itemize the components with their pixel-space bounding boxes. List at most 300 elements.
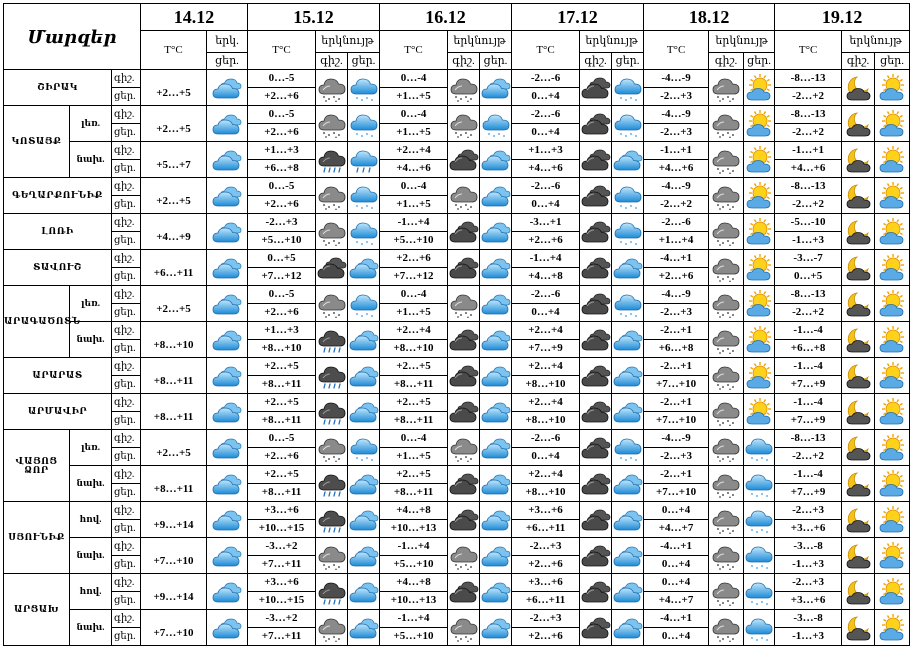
temperature-value: +8…+11 [248, 376, 316, 394]
weather-icon-cell [580, 70, 612, 106]
snow-rain-icon [480, 110, 511, 138]
snow-rain-icon [744, 578, 774, 606]
region-name: ՍՅՈՒՆԻՔ [4, 502, 70, 574]
weather-icon-cell [207, 610, 248, 646]
snow-cloud-icon [709, 434, 743, 462]
dark-cloud-icon [580, 542, 611, 570]
temperature-value: +2…+6 [512, 628, 580, 646]
snow-cloud-icon [709, 398, 743, 426]
temperature-value: +2…+5 [141, 178, 207, 214]
weather-icon-cell [612, 142, 644, 178]
temp-header: T°C [644, 31, 709, 70]
snow-cloud-icon [316, 614, 347, 642]
day-label: ցեր. [112, 628, 141, 646]
moon-cloud-icon [842, 254, 874, 282]
weather-icon-cell [744, 142, 775, 178]
temperature-value: +3…+6 [512, 502, 580, 520]
dark-cloud-icon [448, 326, 479, 354]
weather-icon-cell [709, 574, 744, 610]
sun-cloud-icon [744, 218, 774, 246]
temperature-value: +2…+5 [141, 70, 207, 106]
region-name: ԱՐԱԳԱԾՈՏՆ [4, 286, 70, 358]
day-label: ցեր. [112, 160, 141, 178]
night-label: գիշ. [112, 466, 141, 484]
temperature-value: -2…+2 [775, 448, 842, 466]
temperature-value: -4…-9 [644, 286, 709, 304]
snow-cloud-icon [448, 434, 479, 462]
temperature-value: +7…+9 [775, 376, 842, 394]
cloud-icon [480, 146, 511, 174]
temperature-value: -2…+1 [644, 322, 709, 340]
night-subheader: գիշ. [580, 53, 612, 70]
snow-rain-icon [348, 290, 379, 318]
temperature-value: +6…+11 [512, 520, 580, 538]
temperature-value: -1…+4 [380, 214, 448, 232]
temperature-value: +8…+10 [248, 340, 316, 358]
temperature-value: +2…+5 [380, 358, 448, 376]
temperature-value: +7…+10 [644, 412, 709, 430]
temperature-value: +7…+10 [644, 484, 709, 502]
temperature-value: +4…+9 [141, 214, 207, 250]
cloud-icon [207, 290, 247, 318]
temperature-value: -2…+2 [775, 196, 842, 214]
temperature-value: +5…+10 [380, 232, 448, 250]
sun-cloud-icon [875, 74, 909, 102]
snow-rain-icon [612, 290, 643, 318]
temperature-value: 0…+4 [644, 574, 709, 592]
moon-cloud-icon [842, 398, 874, 426]
weather-icon-cell [709, 394, 744, 430]
dark-cloud-icon [448, 470, 479, 498]
temperature-value: +3…+6 [775, 520, 842, 538]
date-header: 15.12 [248, 4, 380, 31]
cloud-icon [207, 542, 247, 570]
moon-cloud-icon [842, 182, 874, 210]
sun-cloud-icon [875, 290, 909, 318]
weather-icon-cell [207, 106, 248, 142]
cloud-icon [348, 254, 379, 282]
weather-icon-cell [580, 574, 612, 610]
temperature-value: +4…+8 [380, 502, 448, 520]
temperature-value: +4…+6 [512, 160, 580, 178]
temperature-value: +2…+6 [248, 196, 316, 214]
region-name: ԼՈՌԻ [4, 214, 112, 250]
cloud-icon [480, 542, 511, 570]
sun-cloud-icon [875, 578, 909, 606]
rain-icon [348, 146, 379, 174]
cloud-icon [207, 74, 247, 102]
snow-cloud-icon [709, 578, 743, 606]
temperature-value: -1…-4 [775, 358, 842, 376]
weather-icon-cell [709, 106, 744, 142]
weather-icon-cell [612, 358, 644, 394]
cloud-icon [207, 506, 247, 534]
temperature-value: -1…-4 [775, 322, 842, 340]
snow-rain-icon [744, 542, 774, 570]
date-header: 18.12 [644, 4, 775, 31]
night-label: գիշ. [112, 610, 141, 628]
snow-cloud-icon [448, 542, 479, 570]
temperature-value: +8…+11 [141, 466, 207, 502]
temperature-value: +7…+11 [248, 556, 316, 574]
dark-cloud-icon [580, 110, 611, 138]
weather-icon-cell [709, 250, 744, 286]
weather-icon-cell [316, 502, 348, 538]
weather-icon-cell [448, 214, 480, 250]
weather-icon-cell [207, 286, 248, 322]
weather-icon-cell [480, 322, 512, 358]
temperature-value: 0…-4 [380, 106, 448, 124]
temperature-value: -8…-13 [775, 286, 842, 304]
temperature-value: +2…+4 [380, 322, 448, 340]
temperature-value: +7…+9 [775, 412, 842, 430]
night-label: գիշ. [112, 214, 141, 232]
cloud-icon [612, 578, 643, 606]
weather-icon-cell [709, 214, 744, 250]
snow-cloud-icon [709, 506, 743, 534]
night-label: գիշ. [112, 574, 141, 592]
region-name: ՏԱՎՈՒՇ [4, 250, 112, 286]
temperature-value: -2…-6 [512, 430, 580, 448]
weather-icon-cell [448, 394, 480, 430]
temperature-value: 0…+5 [775, 268, 842, 286]
cloud-icon [207, 182, 247, 210]
weather-icon-cell [842, 250, 875, 286]
weather-icon-cell [842, 466, 875, 502]
weather-icon-cell [448, 142, 480, 178]
temperature-value: -2…+1 [644, 394, 709, 412]
cloud-icon [480, 434, 511, 462]
dark-cloud-icon [448, 506, 479, 534]
weather-icon-cell [875, 178, 910, 214]
region-name: ԱՐԱՐԱՏ [4, 358, 112, 394]
zone-label: հով. [70, 502, 112, 538]
temperature-value: 0…-5 [248, 70, 316, 88]
day-label: ցեր. [112, 232, 141, 250]
cloud-icon [348, 470, 379, 498]
weather-icon-cell [875, 106, 910, 142]
weather-icon-cell [480, 70, 512, 106]
weather-icon-cell [744, 250, 775, 286]
temperature-value: -2…-6 [512, 286, 580, 304]
snow-cloud-icon [448, 290, 479, 318]
sun-cloud-icon [875, 218, 909, 246]
temperature-value: +8…+10 [141, 322, 207, 358]
temperature-value: -1…+3 [775, 232, 842, 250]
snow-cloud-icon [316, 182, 347, 210]
moon-cloud-icon [842, 110, 874, 138]
weather-icon-cell [316, 70, 348, 106]
snow-cloud-icon [709, 146, 743, 174]
weather-icon-cell [580, 394, 612, 430]
temperature-value: +7…+10 [141, 610, 207, 646]
weather-icon-cell [612, 610, 644, 646]
region-name: ԿՈՏԱՅՔ [4, 106, 70, 178]
temperature-value: +2…+5 [248, 394, 316, 412]
temperature-value: +6…+8 [775, 340, 842, 358]
weather-icon-cell [480, 610, 512, 646]
day-subheader: ցեր. [480, 53, 512, 70]
weather-icon-cell [842, 538, 875, 574]
weather-icon-cell [448, 466, 480, 502]
temperature-value: 0…+4 [512, 88, 580, 106]
temperature-value: +1…+5 [380, 304, 448, 322]
temperature-value: -4…-9 [644, 106, 709, 124]
weather-header: երկնույթ [316, 31, 380, 53]
weather-icon-cell [480, 466, 512, 502]
temperature-value: 0…+4 [644, 628, 709, 646]
weather-icon-cell [348, 106, 380, 142]
snow-cloud-icon [316, 218, 347, 246]
weather-icon-cell [580, 214, 612, 250]
cloud-icon [480, 578, 511, 606]
weather-icon-cell [875, 538, 910, 574]
snow-rain-icon [612, 110, 643, 138]
temperature-value: -1…+3 [775, 556, 842, 574]
temperature-value: +1…+5 [380, 88, 448, 106]
day-subheader: ցեր. [348, 53, 380, 70]
temperature-value: -2…+2 [775, 88, 842, 106]
snow-cloud-icon [709, 110, 743, 138]
weather-icon-cell [348, 502, 380, 538]
night-label: գիշ. [112, 178, 141, 196]
rain-cloud-icon [316, 506, 347, 534]
day-label: ցեր. [112, 412, 141, 430]
moon-cloud-icon [842, 578, 874, 606]
day-label: ցեր. [112, 340, 141, 358]
temperature-value: +8…+11 [248, 412, 316, 430]
moon-cloud-icon [842, 362, 874, 390]
temperature-value: +1…+3 [512, 142, 580, 160]
temperature-value: +8…+10 [512, 484, 580, 502]
weather-icon-cell [348, 430, 380, 466]
weather-icon-cell [744, 106, 775, 142]
temperature-value: +7…+10 [644, 376, 709, 394]
temperature-value: 0…+4 [512, 448, 580, 466]
weather-icon-cell [875, 250, 910, 286]
weather-icon-cell [744, 502, 775, 538]
snow-rain-icon [744, 434, 774, 462]
cloud-icon [480, 290, 511, 318]
moon-cloud-icon [842, 326, 874, 354]
night-subheader: գիշ. [709, 53, 744, 70]
region-name: ՎԱՅՈՑ ՁՈՐ [4, 430, 70, 502]
weather-header: երկնույթ [448, 31, 512, 53]
temperature-value: -4…+1 [644, 538, 709, 556]
weather-icon-cell [316, 466, 348, 502]
weather-icon-cell [842, 574, 875, 610]
weather-icon-cell [448, 502, 480, 538]
sun-cloud-icon [744, 362, 774, 390]
sun-cloud-icon [875, 398, 909, 426]
temperature-value: +1…+5 [380, 124, 448, 142]
temperature-value: -2…+3 [644, 88, 709, 106]
weather-icon-cell [842, 322, 875, 358]
zone-label: հով. [70, 574, 112, 610]
snow-rain-icon [348, 182, 379, 210]
snow-cloud-icon [709, 218, 743, 246]
cloud-icon [207, 362, 247, 390]
temperature-value: +4…+8 [512, 268, 580, 286]
temperature-value: -2…+2 [775, 304, 842, 322]
weather-icon-cell [580, 178, 612, 214]
weather-icon-cell [875, 502, 910, 538]
weather-icon-cell [316, 142, 348, 178]
temperature-value: 0…+4 [512, 124, 580, 142]
zone-label: նախ. [70, 322, 112, 358]
weather-icon-cell [612, 430, 644, 466]
temp-header: T°C [380, 31, 448, 70]
weather-icon-cell [709, 286, 744, 322]
temp-header: T°C [512, 31, 580, 70]
temperature-value: +8…+11 [248, 484, 316, 502]
night-subheader: գիշ. [448, 53, 480, 70]
moon-cloud-icon [842, 470, 874, 498]
temperature-value: +8…+11 [141, 358, 207, 394]
rain-cloud-icon [316, 398, 347, 426]
weather-icon-cell [348, 286, 380, 322]
temperature-value: -2…+3 [644, 304, 709, 322]
weather-icon-cell [480, 502, 512, 538]
sun-cloud-icon [744, 254, 774, 282]
weather-icon-cell [480, 286, 512, 322]
temperature-value: +7…+10 [141, 538, 207, 574]
temperature-value: -8…-13 [775, 106, 842, 124]
dark-cloud-icon [448, 578, 479, 606]
weather-header: երկնույթ [580, 31, 644, 53]
weather-icon-cell [480, 178, 512, 214]
weather-icon-cell [207, 322, 248, 358]
weather-icon-cell [744, 610, 775, 646]
weather-icon-cell [448, 322, 480, 358]
temperature-value: +7…+12 [248, 268, 316, 286]
weather-icon-cell [316, 286, 348, 322]
weather-icon-cell [612, 322, 644, 358]
snow-cloud-icon [448, 110, 479, 138]
snow-cloud-icon [709, 362, 743, 390]
weather-icon-cell [316, 538, 348, 574]
cloud-icon [348, 326, 379, 354]
weather-icon-cell [448, 538, 480, 574]
temperature-value: +3…+6 [775, 592, 842, 610]
temperature-value: +7…+12 [380, 268, 448, 286]
weather-icon-cell [348, 394, 380, 430]
weather-icon-cell [448, 610, 480, 646]
snow-cloud-icon [316, 110, 347, 138]
weather-icon-cell [316, 214, 348, 250]
temperature-value: +5…+7 [141, 142, 207, 178]
weather-icon-cell [316, 106, 348, 142]
weather-icon-cell [709, 322, 744, 358]
snow-cloud-icon [709, 614, 743, 642]
day-subheader: ցեր. [744, 53, 775, 70]
moon-cloud-icon [842, 146, 874, 174]
temperature-value: -1…+1 [644, 142, 709, 160]
weather-icon-cell [875, 214, 910, 250]
snow-cloud-icon [709, 542, 743, 570]
temperature-value: -2…+3 [644, 124, 709, 142]
night-label: գիշ. [112, 322, 141, 340]
sun-cloud-icon [875, 254, 909, 282]
cloud-icon [612, 542, 643, 570]
weather-icon-cell [612, 538, 644, 574]
region-name: ԳԵՂԱՐՔՈՒՆԻՔ [4, 178, 112, 214]
snow-rain-icon [348, 434, 379, 462]
dark-cloud-icon [448, 146, 479, 174]
weather-icon-cell [207, 466, 248, 502]
weather-icon-cell [744, 466, 775, 502]
weather-icon-cell [612, 250, 644, 286]
moon-cloud-icon [842, 290, 874, 318]
dark-cloud-icon [580, 578, 611, 606]
cloud-icon [348, 578, 379, 606]
temperature-value: -3…+2 [248, 610, 316, 628]
night-label: գիշ. [112, 358, 141, 376]
temperature-value: -2…-6 [512, 106, 580, 124]
cloud-icon [480, 218, 511, 246]
day-label: ցեր. [112, 520, 141, 538]
weather-icon-cell [207, 70, 248, 106]
cloud-icon [207, 326, 247, 354]
cloud-icon [348, 506, 379, 534]
forecast-table [3, 3, 910, 646]
temperature-value: +8…+11 [380, 412, 448, 430]
temperature-value: 0…-4 [380, 178, 448, 196]
weather-icon-cell [842, 502, 875, 538]
cloud-icon [480, 362, 511, 390]
cloud-icon [348, 398, 379, 426]
weather-icon-cell [348, 250, 380, 286]
cloud-icon [207, 614, 247, 642]
temperature-value: -4…-9 [644, 178, 709, 196]
snow-cloud-icon [448, 614, 479, 642]
date-header: 19.12 [775, 4, 910, 31]
weather-icon-cell [316, 250, 348, 286]
weather-icon-cell [842, 610, 875, 646]
temperature-value: -2…-6 [512, 178, 580, 196]
day-subheader: ցեր. [875, 53, 910, 70]
weather-icon-cell [480, 574, 512, 610]
weather-icon-cell [612, 214, 644, 250]
dark-cloud-icon [580, 290, 611, 318]
weather-icon-cell [348, 358, 380, 394]
night-label: գիշ. [112, 502, 141, 520]
day-label: ցեր. [112, 268, 141, 286]
night-subheader: գիշ. [316, 53, 348, 70]
temperature-value: +6…+8 [248, 160, 316, 178]
temperature-value: -1…+4 [512, 250, 580, 268]
weather-icon-cell [709, 538, 744, 574]
weather-icon-cell [580, 142, 612, 178]
cloud-icon [207, 110, 247, 138]
day-label: ցեր. [112, 376, 141, 394]
snow-cloud-icon [316, 434, 347, 462]
rain-cloud-icon [316, 326, 347, 354]
snow-rain-icon [612, 182, 643, 210]
snow-rain-icon [744, 506, 774, 534]
night-label: գիշ. [112, 430, 141, 448]
weather-icon-cell [480, 250, 512, 286]
temperature-value: +3…+6 [248, 502, 316, 520]
dark-cloud-icon [580, 146, 611, 174]
snow-rain-icon [348, 218, 379, 246]
day-label: ցեր. [112, 124, 141, 142]
sun-cloud-icon [875, 326, 909, 354]
temperature-value: +5…+10 [380, 628, 448, 646]
temperature-value: 0…+5 [248, 250, 316, 268]
temperature-value: +4…+6 [644, 160, 709, 178]
temperature-value: +8…+11 [380, 484, 448, 502]
